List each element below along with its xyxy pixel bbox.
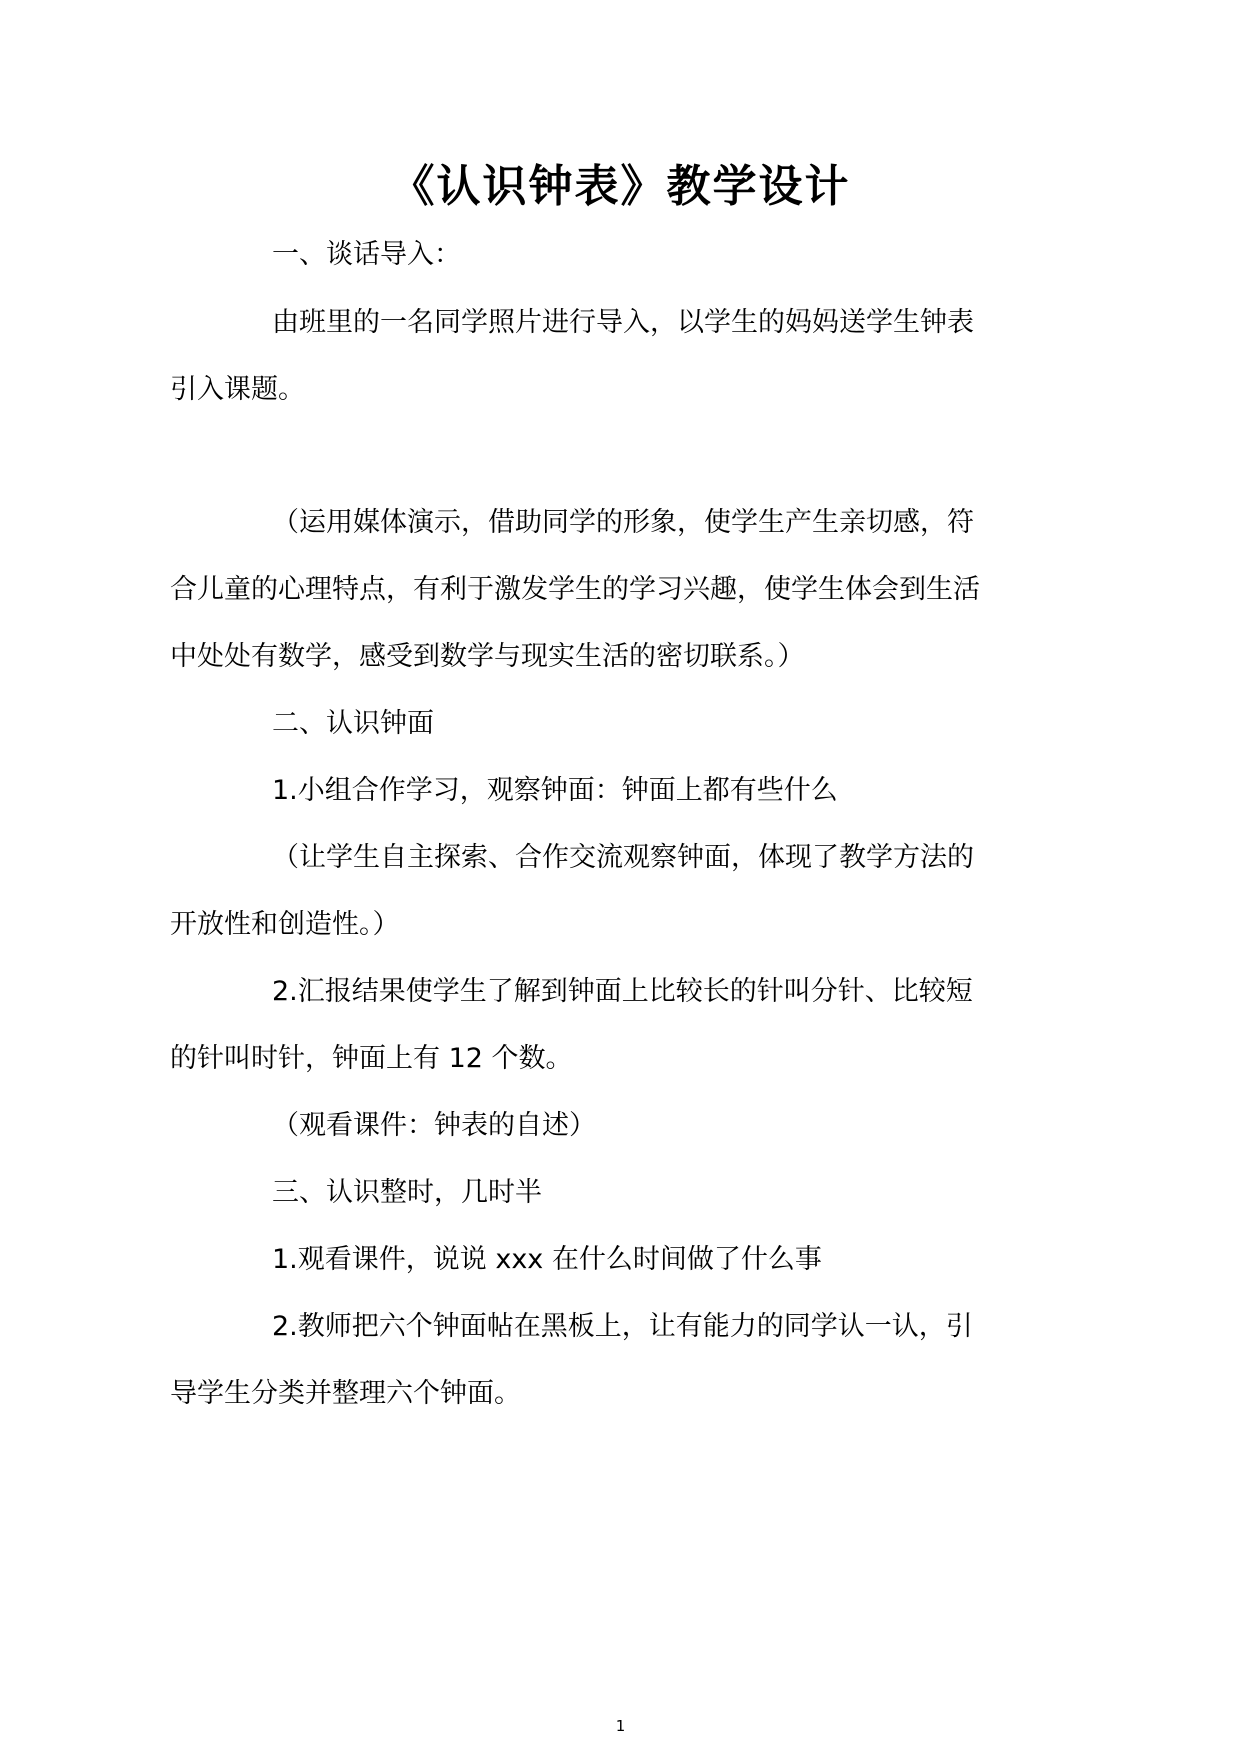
- paragraph-line: 开放性和创造性。）: [170, 909, 400, 940]
- paragraph-line: （运用媒体演示，借助同学的形象，使学生产生亲切感，符: [272, 507, 974, 538]
- paragraph-line: 由班里的一名同学照片进行导入，以学生的妈妈送学生钟表: [272, 307, 974, 338]
- paragraph-line: 中处处有数学，感受到数学与现实生活的密切联系。）: [170, 641, 805, 672]
- paragraph-line: 导学生分类并整理六个钟面。: [170, 1378, 521, 1409]
- paragraph-line: 二、认识钟面: [272, 708, 434, 739]
- paragraph-line: 引入课题。: [170, 374, 305, 405]
- paragraph-line: 1.观看课件，说说 xxx 在什么时间做了什么事: [272, 1244, 822, 1275]
- paragraph-line: （让学生自主探索、合作交流观察钟面，体现了教学方法的: [272, 842, 974, 873]
- paragraph-line: 一、谈话导入：: [272, 239, 461, 270]
- paragraph-line: 2.汇报结果使学生了解到钟面上比较长的针叫分针、比较短: [272, 976, 973, 1007]
- paragraph-line: 的针叫时针，钟面上有 12 个数。: [170, 1043, 573, 1074]
- paragraph-line: 2.教师把六个钟面帖在黑板上，让有能力的同学认一认，引: [272, 1311, 973, 1342]
- paragraph-line: 合儿童的心理特点，有利于激发学生的学习兴趣，使学生体会到生活: [170, 574, 980, 605]
- page-number: 1: [615, 1717, 626, 1735]
- document-title: 《认识钟表》教学设计: [390, 161, 851, 212]
- paragraph-line: （观看课件：钟表的自述）: [272, 1110, 596, 1141]
- paragraph-line: 三、认识整时，几时半: [272, 1177, 542, 1208]
- paragraph-line: 1.小组合作学习，观察钟面：钟面上都有些什么: [272, 775, 838, 806]
